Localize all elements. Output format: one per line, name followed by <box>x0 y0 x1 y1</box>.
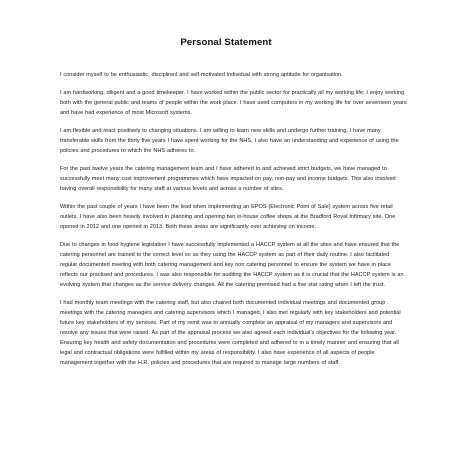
paragraph-budgets: For the past twelve years the catering management team and I have adhered to and achieved strict budgets, we have managed to successfully meet many cost improvement programmes which have impacted on pay, non-pay and income budgets. This also involved having overall responsibility for many staff at various levels and across a number of sites. <box>60 166 396 193</box>
paragraph-meetings: I had monthly team meetings with the catering staff, but also chaired both documented individual meetings and documented group meetings with the catering managers and catering supervisors which I managed. I also met regularly with key stakeholders and potential future key stakeholders of my services. Part of my remit was to annually complete an appraisal of my managers and supervisors and resolve any issues that were raised. As part of the appraisal process we also agreed each individual’s objectives for the following year. <box>60 300 401 337</box>
document-title: Personal Statement <box>180 37 272 48</box>
paragraph-health-safety: Ensuring key health and safety documentation and procedures were completed and adhered to in a timely manner and ensuring that all legal and contractual obligations were fulfilled within my areas of responsibility. I also have experience of all aspects of people management together with the H.R. policies and procedures that are required to manage large numbers of staff. <box>60 340 399 366</box>
paragraph-intro: I consider myself to be enthusiastic, disciplined and self-motivated individual with strong aptitude for organisation. <box>60 72 343 78</box>
paragraph-epos: Within the past couple of years I have been the lead when implementing an EPOS (Electronic Point of Sale) system across five retail outlets. I have also been heavily involved in planning and opening two in-house coffee shops at the Bradford Royal Infirmary site. One opened in 2012 and one opened in 2013. Both these areas are significantly over achieving on income. <box>60 204 396 231</box>
paragraph-work-ethic: I am hardworking, diligent and a good timekeeper. I have worked within the public sector for practically all my working life; I enjoy working both with the general public and teams of people within the work place. I have used computers in my working life for over seventeen years and have had experience of most Microsoft systems. <box>60 90 407 117</box>
document-body <box>60 71 408 369</box>
paragraph-flexibility: I am flexible and react positively to changing situations. I am willing to learn new skills and undergo further training. I have many transferable skills from the thirty five years I have spent working for the NHS, I also have an understanding and experience of using the policies and procedures to which the NHS adheres to. <box>60 128 399 155</box>
paragraph-haccp: Due to changes in food hygiene legislation I have successfully implemented a HACCP system at all the sites and have ensured that the catering personnel are trained to the correct level so as they using the HACCP system as part of their daily routine. I also facilitated regular documented meeting with both catering management and key non catering personnel to ensure the system we have in place reflects our practised and procedures. I was also responsible for auditing the HACCP system as it is crucial that the HACCP system is an evolving system that changes as the service delivery changes. All the catering premised had a five star rating when I left the trust. <box>60 242 404 289</box>
